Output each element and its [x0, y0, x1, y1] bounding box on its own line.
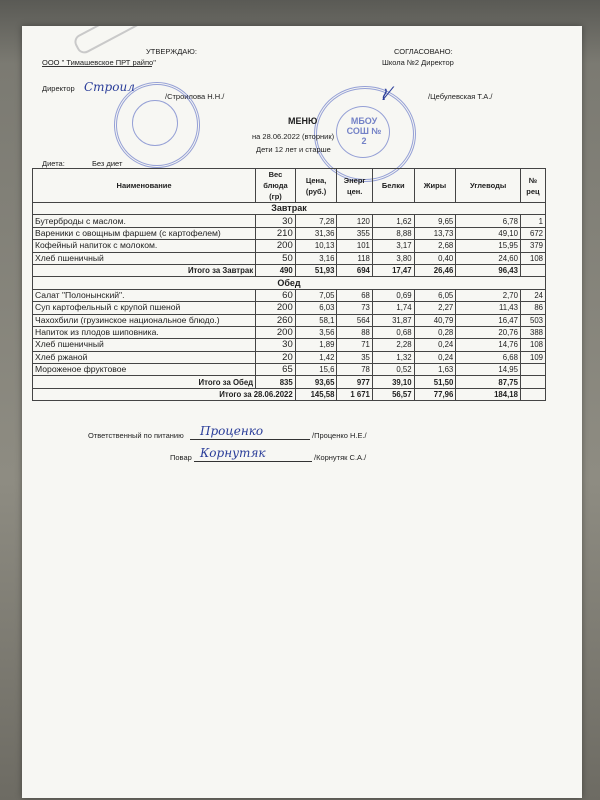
total-price: 51,93: [295, 264, 337, 276]
col-energy: Энерг цен.: [337, 169, 372, 203]
dish-carbs: 6,68: [456, 351, 521, 363]
table-row: [33, 314, 546, 326]
dish-recipe: 1: [520, 215, 545, 227]
day-total-protein: 56,57: [372, 388, 414, 400]
section-title: Обед: [33, 277, 546, 289]
dish-price: 6,03: [295, 302, 337, 314]
dish-energy: 88: [337, 326, 372, 338]
dish-weight: 260: [256, 314, 296, 326]
table-row: [33, 351, 546, 363]
col-fat: Жиры: [414, 169, 456, 203]
section-title: Завтрак: [33, 203, 546, 215]
dish-price: 3,56: [295, 326, 337, 338]
paper-clip: [72, 26, 147, 56]
responsible-name: /Проценко Н.Е./: [312, 431, 367, 440]
cook-line: [194, 461, 312, 462]
table-row: [33, 339, 546, 351]
total-fat: 26,46: [414, 264, 456, 276]
total-carbs: 87,75: [456, 376, 521, 388]
dish-carbs: 16,47: [456, 314, 521, 326]
empty-cell: [520, 264, 545, 276]
dish-carbs: 49,10: [456, 227, 521, 239]
dish-weight: 200: [256, 240, 296, 252]
dish-price: 31,36: [295, 227, 337, 239]
dish-price: 15,6: [295, 364, 337, 376]
dish-energy: 71: [337, 339, 372, 351]
dish-energy: 78: [337, 364, 372, 376]
col-carbs: Углеводы: [456, 169, 521, 203]
dish-name: Вареники с овощным фаршем (с картофелем): [33, 227, 256, 239]
menu-sheet: [22, 26, 582, 798]
col-name: Наименование: [33, 169, 256, 203]
school-label: Школа №2 Директор: [382, 58, 454, 67]
empty-cell: [520, 388, 545, 400]
table-row: [33, 240, 546, 252]
day-total-carbs: 184,18: [456, 388, 521, 400]
dish-weight: 50: [256, 252, 296, 264]
dish-energy: 35: [337, 351, 372, 363]
dish-fat: 0,24: [414, 339, 456, 351]
total-energy: 694: [337, 264, 372, 276]
table-row: [33, 302, 546, 314]
dish-protein: 31,87: [372, 314, 414, 326]
table-row: [33, 326, 546, 338]
dish-price: 1,42: [295, 351, 337, 363]
dish-protein: 3,80: [372, 252, 414, 264]
dish-price: 7,05: [295, 289, 337, 301]
day-total-label: Итого за 28.06.2022: [33, 388, 296, 400]
total-carbs: 96,43: [456, 264, 521, 276]
dish-name: Суп картофельный с крупой пшеной: [33, 302, 256, 314]
table-row: [33, 227, 546, 239]
dish-recipe: 388: [520, 326, 545, 338]
school-stamp-text: МБОУ СОШ № 2: [346, 116, 382, 146]
dish-protein: 3,17: [372, 240, 414, 252]
dish-fat: 0,28: [414, 326, 456, 338]
dish-recipe: 672: [520, 227, 545, 239]
day-total-row: [33, 388, 546, 400]
menu-table: [32, 168, 546, 401]
lunch-total-row: [33, 376, 546, 388]
total-weight: 835: [256, 376, 296, 388]
dish-price: 1,89: [295, 339, 337, 351]
organization: ООО " Тимашевское ПРТ райпо": [42, 58, 156, 67]
col-recipe: № рец: [520, 169, 545, 203]
dish-fat: 2,27: [414, 302, 456, 314]
dish-carbs: 11,43: [456, 302, 521, 314]
dish-name: Чахохбили (грузинское национальное блюдо.): [33, 314, 256, 326]
dish-weight: 20: [256, 351, 296, 363]
dish-carbs: 2,70: [456, 289, 521, 301]
dish-protein: 1,32: [372, 351, 414, 363]
dish-energy: 101: [337, 240, 372, 252]
agree-title: СОГЛАСОВАНО:: [394, 47, 453, 56]
dish-weight: 65: [256, 364, 296, 376]
dish-name: Хлеб пшеничный: [33, 252, 256, 264]
dish-name: Хлеб ржаной: [33, 351, 256, 363]
menu-age: Дети 12 лет и старше: [256, 145, 331, 154]
org-stamp-inner: [132, 100, 178, 146]
dish-recipe: 108: [520, 339, 545, 351]
total-price: 93,65: [295, 376, 337, 388]
dish-name: Мороженое фруктовое: [33, 364, 256, 376]
table-header: [33, 169, 546, 203]
dish-energy: 564: [337, 314, 372, 326]
dish-recipe: [520, 364, 545, 376]
dish-protein: 0,52: [372, 364, 414, 376]
dish-price: 10,13: [295, 240, 337, 252]
table-row: [33, 364, 546, 376]
org-underline: [42, 66, 152, 67]
dish-protein: 0,68: [372, 326, 414, 338]
dish-name: Салат "Полонынский".: [33, 289, 256, 301]
dish-name: Кофейный напиток с молоком.: [33, 240, 256, 252]
dish-weight: 30: [256, 339, 296, 351]
section-lunch: [33, 277, 546, 289]
dish-energy: 120: [337, 215, 372, 227]
diet-label: Диета:: [42, 159, 65, 168]
day-total-fat: 77,96: [414, 388, 456, 400]
cook-label: Повар: [170, 453, 192, 462]
responsible-label: Ответственный по питанию: [88, 431, 184, 440]
dish-name: Бутерброды с маслом.: [33, 215, 256, 227]
cook-signature: Корнутяк: [200, 446, 266, 460]
dish-carbs: 14,76: [456, 339, 521, 351]
approve-title: УТВЕРЖДАЮ:: [146, 47, 197, 56]
total-label: Итого за Обед: [33, 376, 256, 388]
dish-weight: 30: [256, 215, 296, 227]
dish-fat: 9,65: [414, 215, 456, 227]
director-signature: Строил: [84, 80, 135, 94]
breakfast-total-row: [33, 264, 546, 276]
director-name: /Строилова Н.Н./: [165, 92, 225, 101]
menu-title: МЕНЮ: [288, 116, 318, 126]
menu-date: на 28.06.2022 (вторник): [252, 132, 335, 141]
total-label: Итого за Завтрак: [33, 264, 256, 276]
cook-name: /Корнутяк С.А./: [314, 453, 367, 462]
dish-energy: 118: [337, 252, 372, 264]
empty-cell: [520, 376, 545, 388]
dish-protein: 0,69: [372, 289, 414, 301]
dish-protein: 1,62: [372, 215, 414, 227]
dish-name: Хлеб пшеничный: [33, 339, 256, 351]
dish-fat: 13,73: [414, 227, 456, 239]
dish-fat: 0,24: [414, 351, 456, 363]
dish-carbs: 14,95: [456, 364, 521, 376]
total-fat: 51,50: [414, 376, 456, 388]
dish-energy: 355: [337, 227, 372, 239]
dish-protein: 1,74: [372, 302, 414, 314]
total-energy: 977: [337, 376, 372, 388]
dish-energy: 68: [337, 289, 372, 301]
dish-recipe: 108: [520, 252, 545, 264]
dish-fat: 0,40: [414, 252, 456, 264]
dish-energy: 73: [337, 302, 372, 314]
dish-fat: 6,05: [414, 289, 456, 301]
dish-protein: 2,28: [372, 339, 414, 351]
total-weight: 490: [256, 264, 296, 276]
dish-fat: 2,68: [414, 240, 456, 252]
dish-carbs: 6,78: [456, 215, 521, 227]
dish-recipe: 503: [520, 314, 545, 326]
dish-price: 3,16: [295, 252, 337, 264]
dish-weight: 210: [256, 227, 296, 239]
dish-recipe: 379: [520, 240, 545, 252]
dish-fat: 40,79: [414, 314, 456, 326]
dish-carbs: 24,60: [456, 252, 521, 264]
table-row: [33, 289, 546, 301]
table-row: [33, 252, 546, 264]
dish-carbs: 20,76: [456, 326, 521, 338]
dish-protein: 8,88: [372, 227, 414, 239]
col-protein: Белки: [372, 169, 414, 203]
total-protein: 39,10: [372, 376, 414, 388]
col-price: Цена, (руб.): [295, 169, 337, 203]
responsible-signature: Проценко: [200, 424, 264, 438]
dish-weight: 60: [256, 289, 296, 301]
responsible-line: [190, 439, 310, 440]
diet-value: Без диет: [92, 159, 123, 168]
dish-recipe: 24: [520, 289, 545, 301]
section-breakfast: [33, 203, 546, 215]
dish-name: Напиток из плодов шиповника.: [33, 326, 256, 338]
day-total-price: 145,58: [295, 388, 337, 400]
dish-carbs: 15,95: [456, 240, 521, 252]
dish-weight: 200: [256, 302, 296, 314]
dish-recipe: 86: [520, 302, 545, 314]
school-director-signature: ≀⁄: [380, 84, 390, 105]
table-row: [33, 215, 546, 227]
dish-price: 58,1: [295, 314, 337, 326]
director-label: Директор: [42, 84, 75, 93]
total-protein: 17,47: [372, 264, 414, 276]
col-weight: Вес блюда (гр): [256, 169, 296, 203]
dish-weight: 200: [256, 326, 296, 338]
dish-recipe: 109: [520, 351, 545, 363]
dish-fat: 1,63: [414, 364, 456, 376]
dish-price: 7,28: [295, 215, 337, 227]
school-director-name: /Цебулевская Т.А./: [428, 92, 493, 101]
day-total-energy: 1 671: [337, 388, 372, 400]
